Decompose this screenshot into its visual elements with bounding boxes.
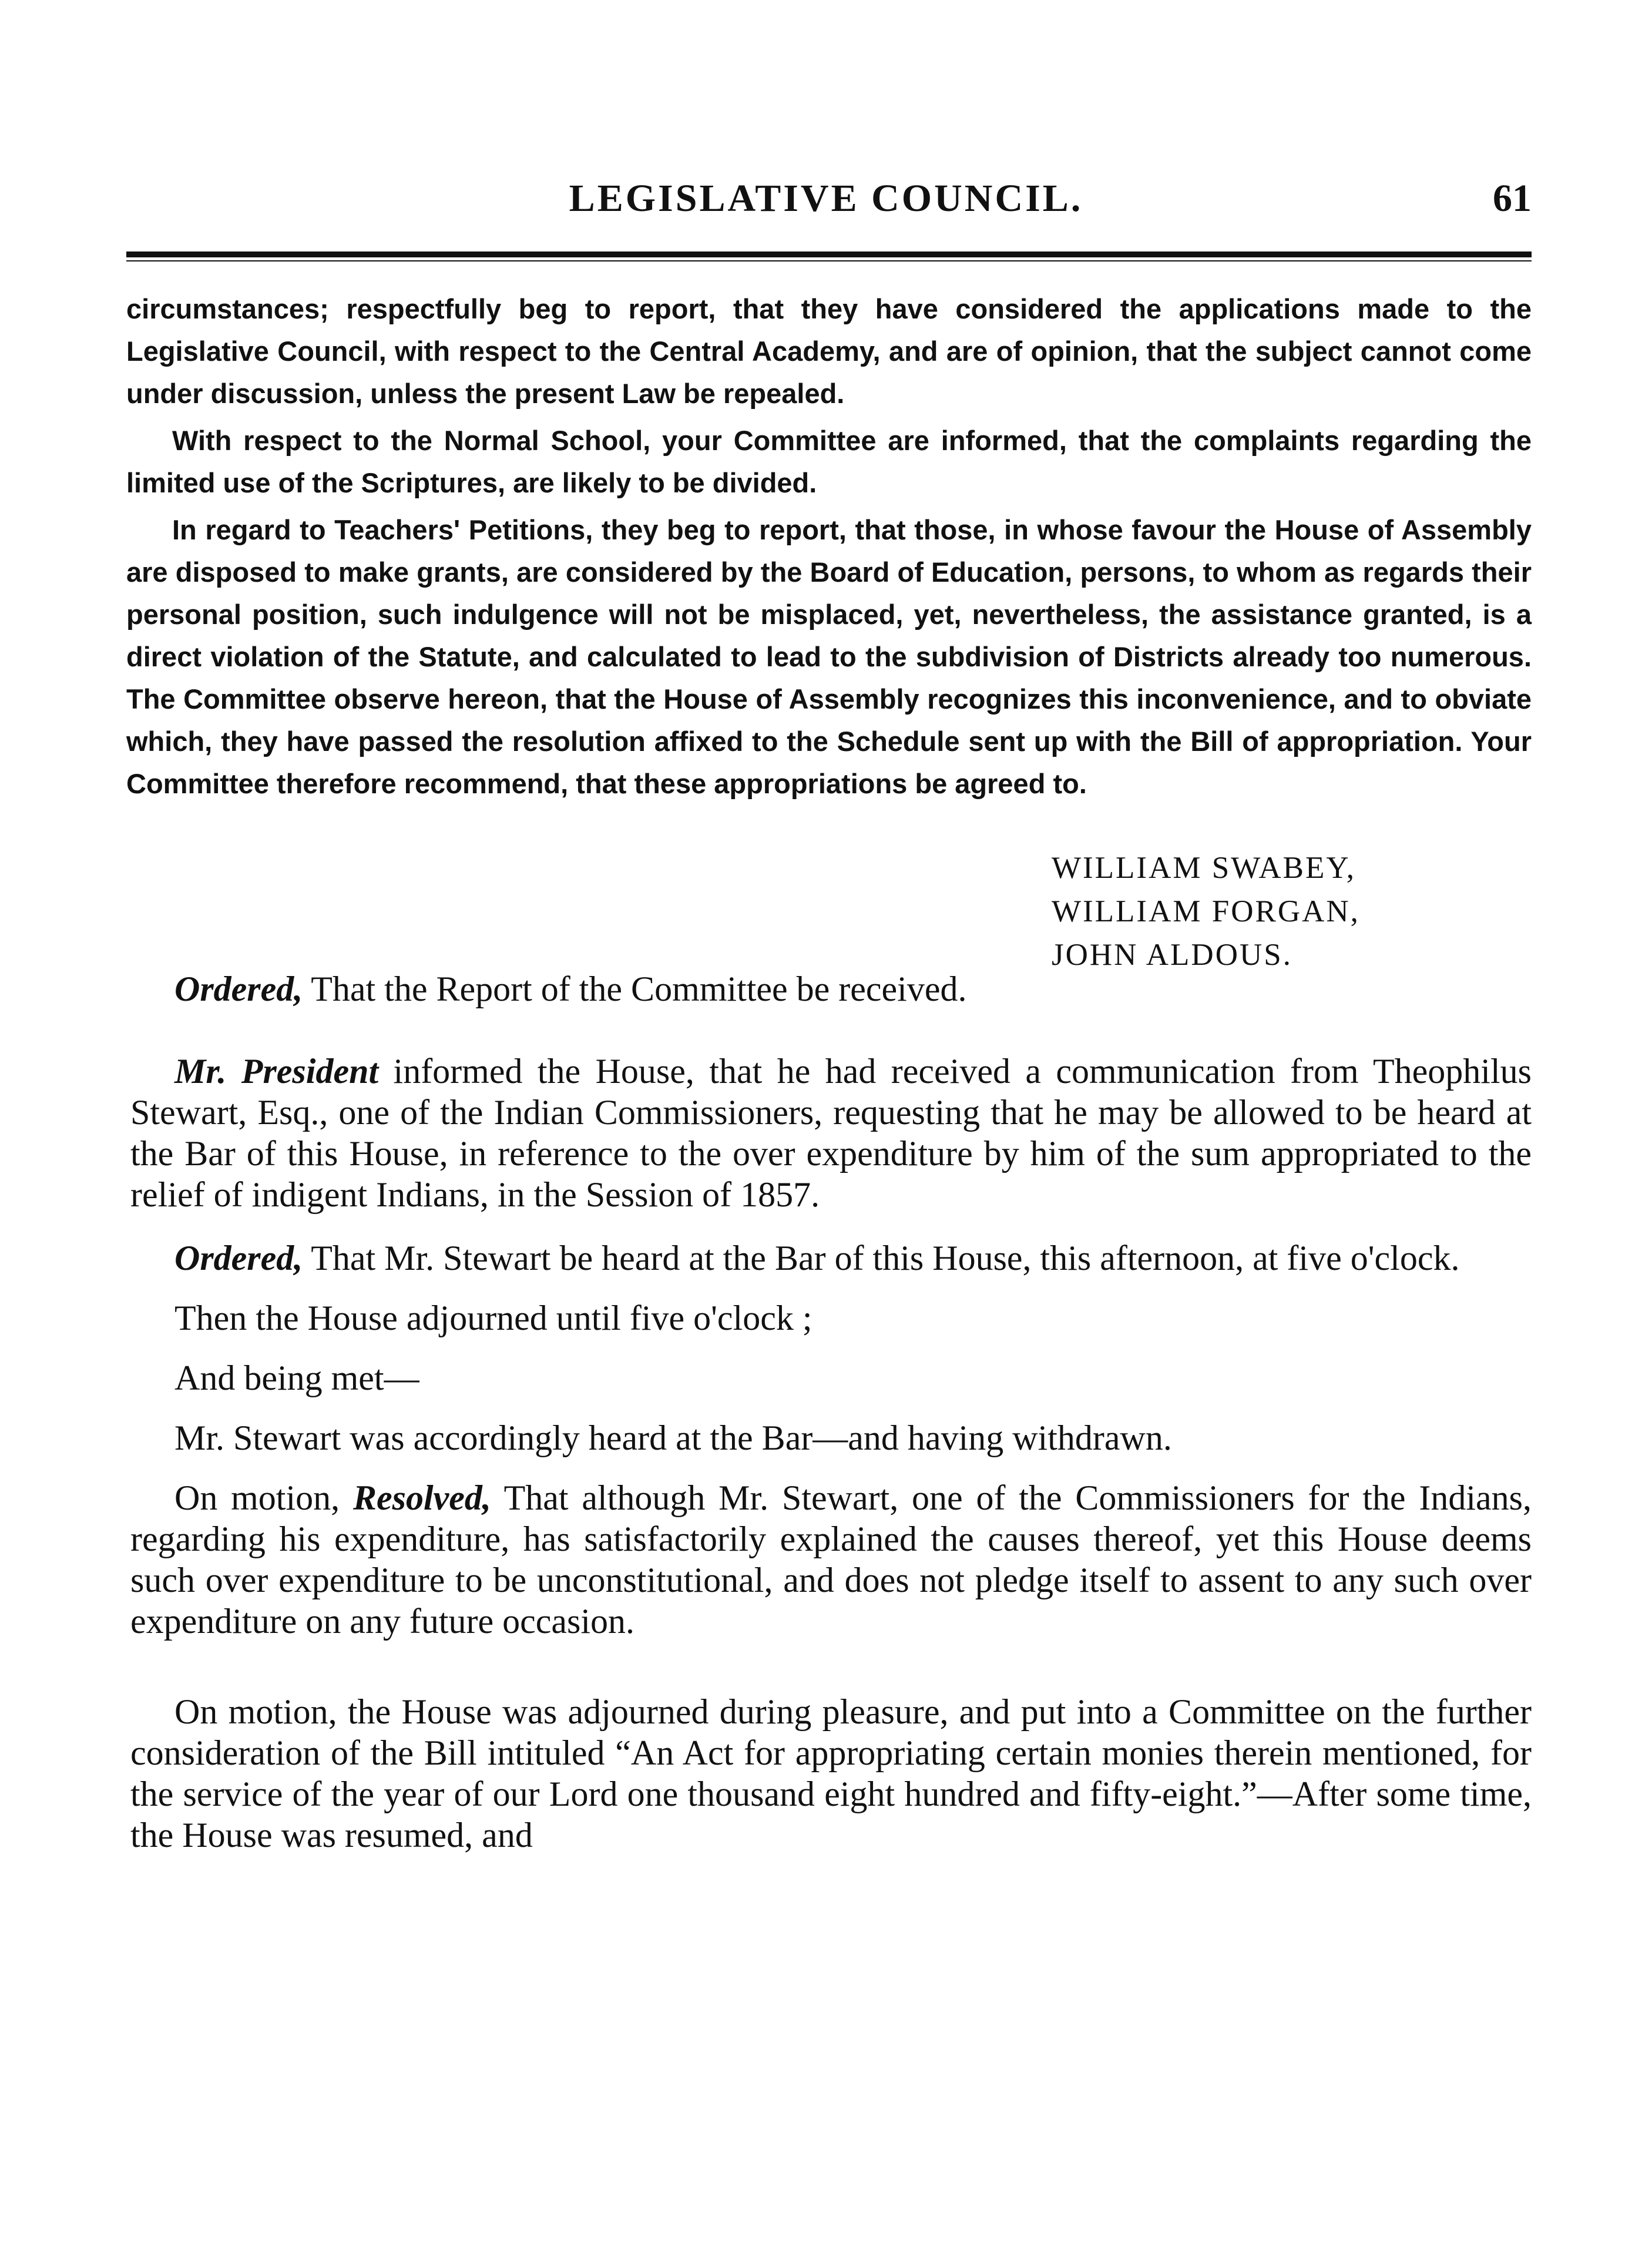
signatory-name: WILLIAM SWABEY, [1052, 851, 1356, 885]
minute-adjourned: Then the House adjourned until five o'clock ; [174, 1299, 812, 1337]
signatory-name: WILLIAM FORGAN, [1052, 894, 1360, 928]
minute-text: On motion, [174, 1478, 353, 1517]
resolved-label: Resolved, [352, 1478, 491, 1517]
ordered-label: Ordered, [174, 1239, 303, 1277]
signature-block [1052, 846, 1360, 977]
report-paragraph: circumstances; respectfully beg to report, that they have considered the applications made to the Legislative Council, with respect to the Central Academy, and are of opinion, that the subject cannot come under discussion, unless the present Law be repealed. [126, 293, 1532, 409]
minute-text: That although Mr. Stewart, one of the Commissioners for the Indians, regarding his expenditure, has satisfactorily explained the causes thereof, yet this House deems such over expenditure to be unconstitutional, and does not pledge itself to assent to any such over expenditure on any future occasion. [130, 1478, 1532, 1641]
minute-stewart-heard: Mr. Stewart was accordingly heard at the Bar—and having withdrawn. [174, 1418, 1172, 1457]
signatory-name: JOHN ALDOUS. [1052, 938, 1292, 972]
report-paragraph: In regard to Teachers' Petitions, they beg to report, that those, in whose favour the House of Assembly are disposed to make grants, are considered by the Board of Education, persons, to whom as regards their personal position, such indulgence will not be misplaced, yet, nevertheless, the assistance granted, is a direct violation of the Statute, and calculated to lead to the subdivision of Districts already too numerous. The Committee observe hereon, that the House of Assembly recognizes this inconvenience, and to obviate which, they have passed the resolution affixed to the Schedule sent up with the Bill of appropriation. Your Committee therefore recommend, that these appropriations be agreed to. [126, 514, 1532, 799]
page-title: LEGISLATIVE COUNCIL. [569, 177, 1083, 220]
minute-ordered-report [130, 968, 1532, 1010]
ordered-label: Ordered, [174, 970, 303, 1008]
president-label: Mr. President [174, 1052, 379, 1091]
page-number: 61 [1493, 177, 1532, 220]
report-paragraph: With respect to the Normal School, your Committee are informed, that the complaints regarding the limited use of the Scriptures, are likely to be divided. [126, 425, 1532, 498]
council-minutes [130, 968, 1532, 1856]
minute-ordered-hearing [130, 1238, 1532, 1279]
minute-being-met: And being met— [174, 1359, 419, 1397]
committee-report [126, 288, 1532, 810]
header-rule [126, 251, 1532, 261]
minute-text: That the Report of the Committee be received. [303, 970, 967, 1008]
minute-resolution [130, 1477, 1532, 1642]
minute-president-communication [130, 1051, 1532, 1215]
minute-committee-of-whole: On motion, the House was adjourned during pleasure, and put into a Committee on the further consideration of the Bill intituled “An Act for appropriating certain monies therein mentioned, for the service of the year of our Lord one thousand eight hundred and fifty-eight.”—After some time, the House was resumed, and [130, 1692, 1532, 1854]
minute-text: That Mr. Stewart be heard at the Bar of this House, this afternoon, at five o'clock. [303, 1239, 1460, 1277]
minute-text: informed the House, that he had received a communication from Theophilus Stewart, Esq., one of the Indian Commissioners, requesting that he may be allowed to be heard at the Bar of this House, in reference to the over expenditure by him of the sum appropriated to the relief of indigent Indians, in the Session of 1857. [130, 1052, 1532, 1214]
